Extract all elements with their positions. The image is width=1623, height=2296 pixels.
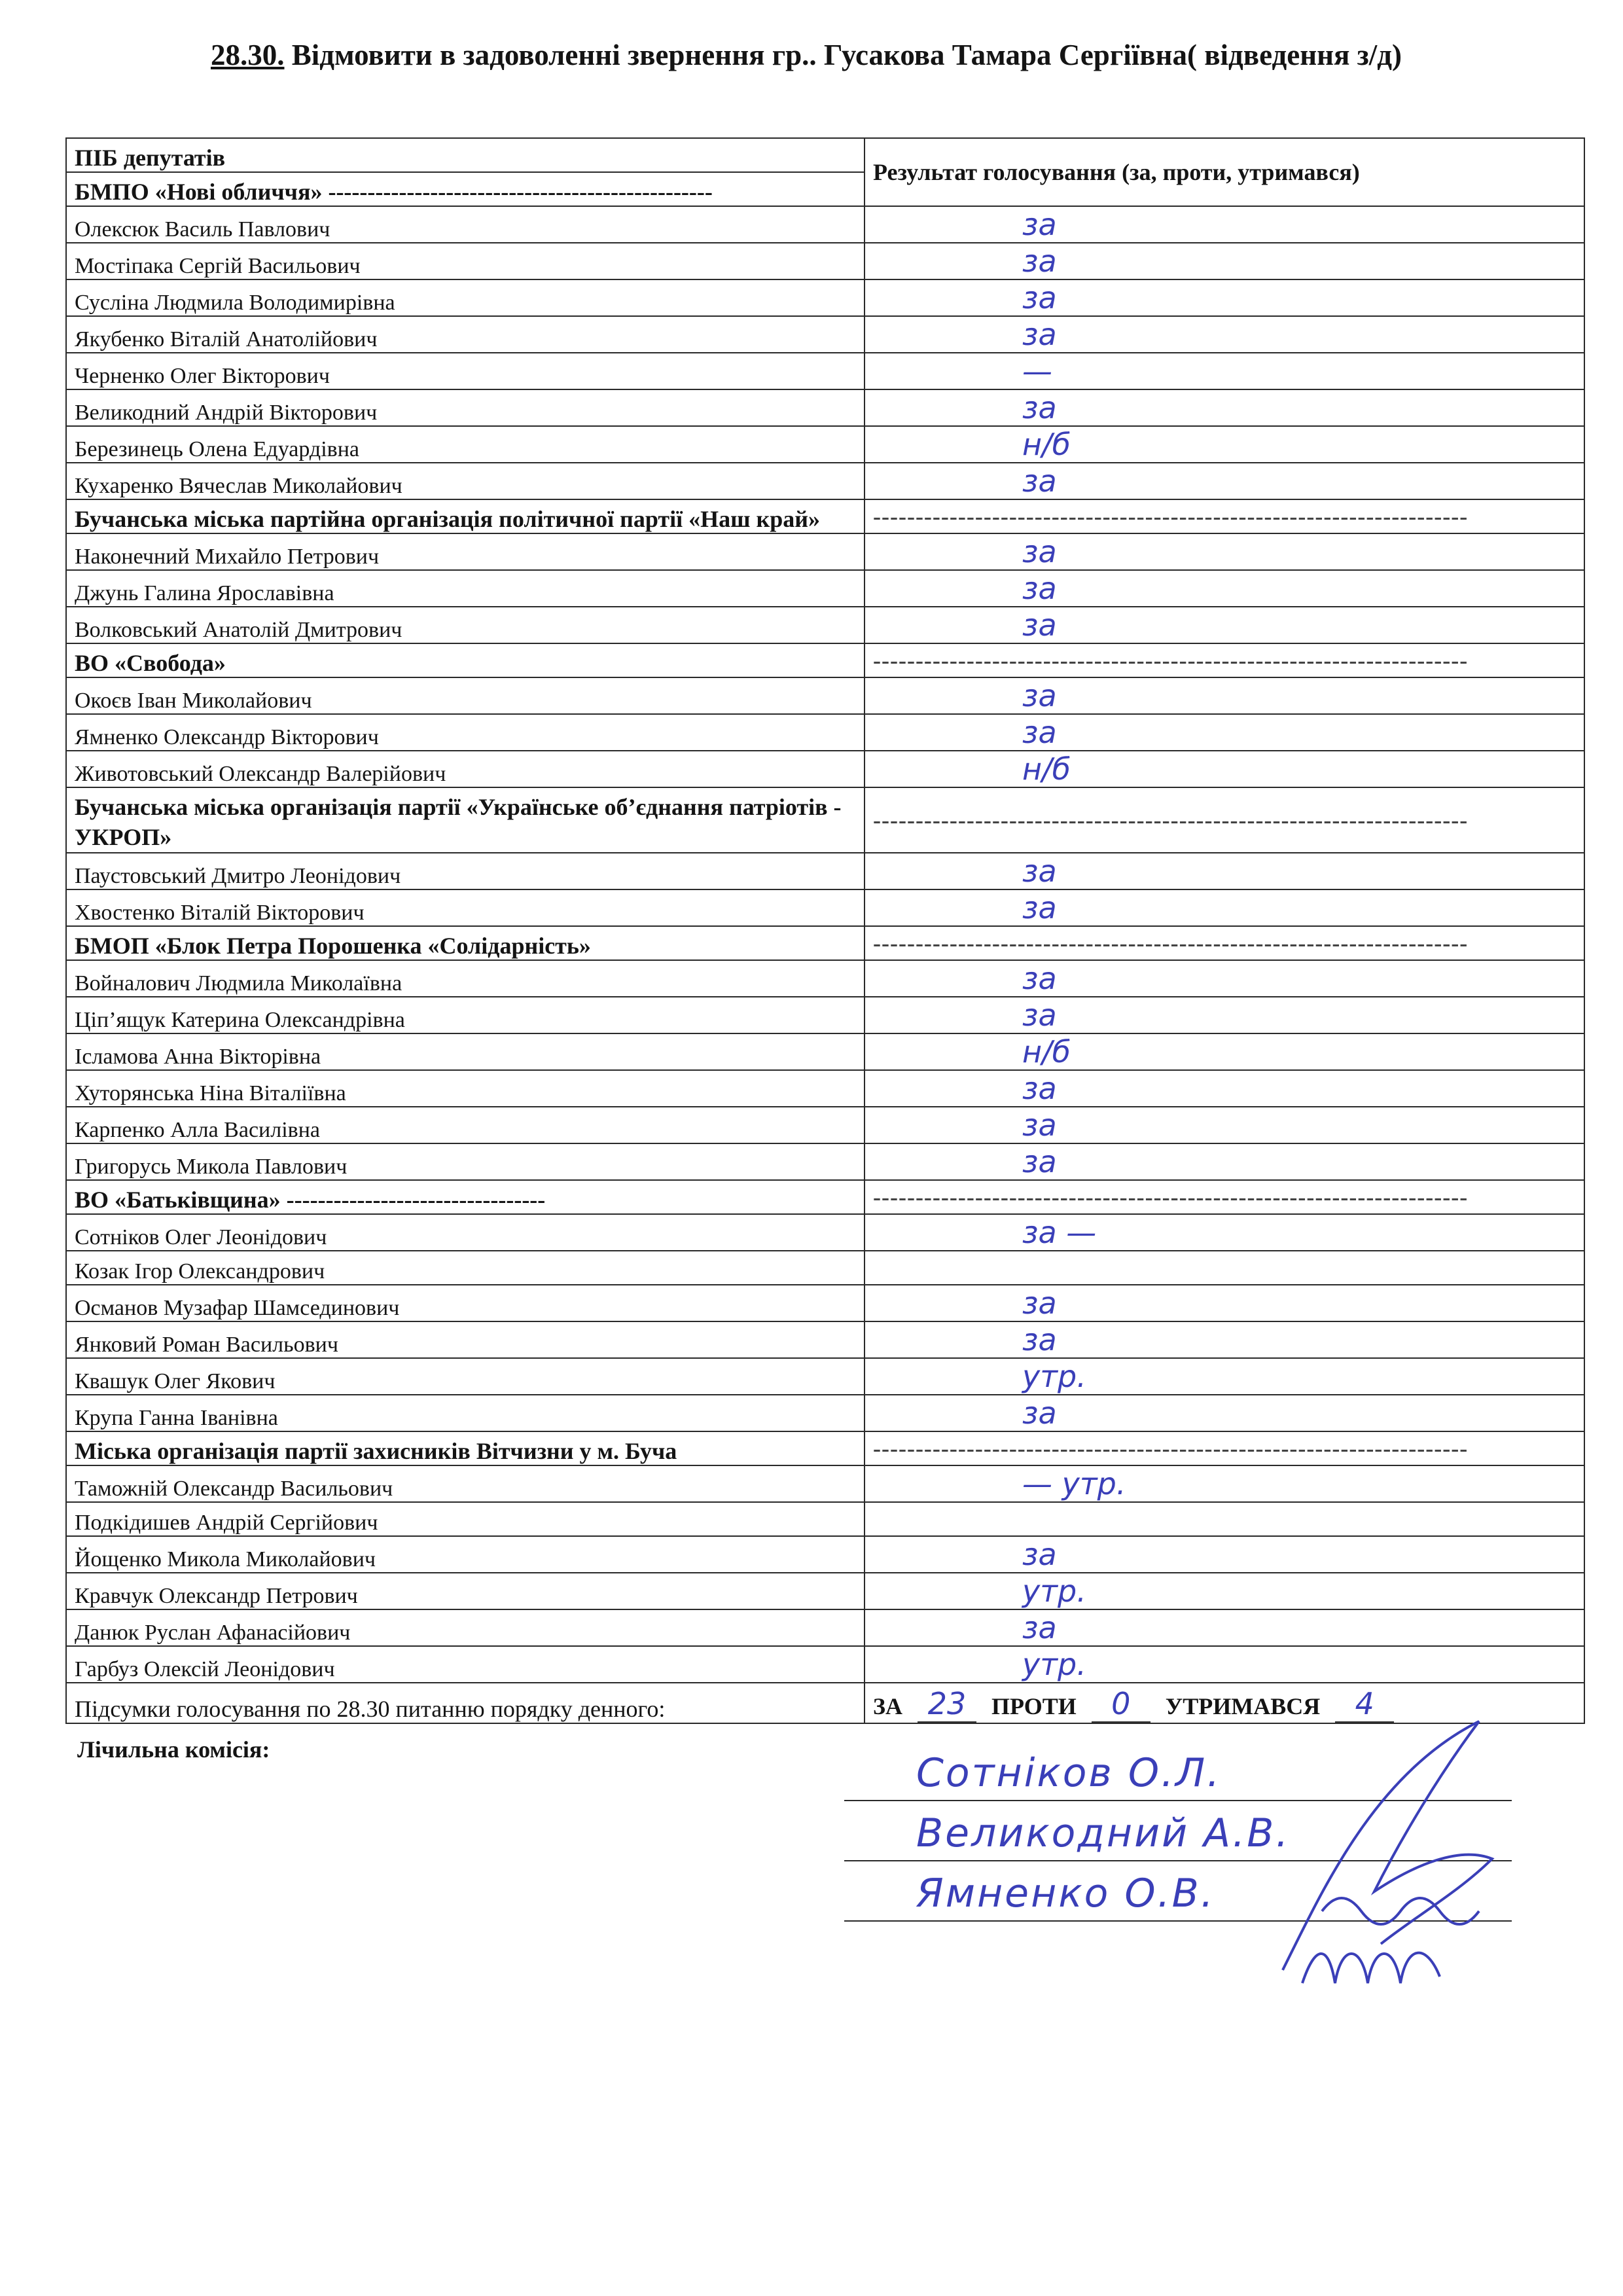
table-row [66, 1285, 1584, 1321]
deputy-name: Османов Музафар Шамсединович [66, 1285, 865, 1321]
table-row [66, 997, 1584, 1033]
vote-result [865, 1502, 1584, 1536]
vote-result: за [865, 997, 1584, 1033]
result-placeholder-dashes: ---------------------------------------------------------------------- [865, 1180, 1584, 1214]
vote-result: за [865, 1321, 1584, 1358]
deputy-name: Хвостенко Віталій Вікторович [66, 889, 865, 926]
vote-result: за [865, 1070, 1584, 1107]
deputy-name: Джунь Галина Ярославівна [66, 570, 865, 607]
table-row [66, 607, 1584, 643]
table-row [66, 1573, 1584, 1609]
table-row [66, 1646, 1584, 1683]
vote-result: за [865, 1143, 1584, 1180]
vote-result: за [865, 853, 1584, 889]
party-row [66, 926, 1584, 960]
deputy-name: Кухаренко Вячеслав Миколайович [66, 463, 865, 499]
party-row [66, 787, 1584, 853]
summary-abstain-label: УТРИМАВСЯ [1165, 1693, 1321, 1719]
table-row [66, 1107, 1584, 1143]
table-row [66, 1033, 1584, 1070]
summary-for-value: 23 [918, 1686, 976, 1723]
page-title [211, 34, 1493, 76]
table-row [66, 389, 1584, 426]
table-row [66, 714, 1584, 751]
deputy-name: Йощенко Микола Миколайович [66, 1536, 865, 1573]
deputy-name: Квашук Олег Якович [66, 1358, 865, 1395]
deputy-name: Подкідишев Андрій Сергійович [66, 1502, 865, 1536]
deputy-name: Карпенко Алла Василівна [66, 1107, 865, 1143]
handwritten-signature-scribble [1243, 1695, 1584, 1996]
deputy-name: Янковий Роман Васильович [66, 1321, 865, 1358]
vote-result: за [865, 316, 1584, 353]
deputy-name: Мостіпака Сергій Васильович [66, 243, 865, 279]
vote-result: за [865, 463, 1584, 499]
deputy-name: Крупа Ганна Іванівна [66, 1395, 865, 1431]
signature-name: Сотніков О.Л. [916, 1750, 1222, 1796]
deputy-name: Великодний Андрій Вікторович [66, 389, 865, 426]
vote-result: за [865, 960, 1584, 997]
table-row [66, 1609, 1584, 1646]
result-placeholder-dashes: ---------------------------------------------------------------------- [865, 926, 1584, 960]
party-row [66, 1431, 1584, 1465]
table-header-row [66, 138, 1584, 172]
result-placeholder-dashes: ---------------------------------------------------------------------- [865, 499, 1584, 533]
summary-for-label: ЗА [873, 1693, 902, 1719]
vote-result: за [865, 243, 1584, 279]
vote-result: н/б [865, 1033, 1584, 1070]
table-row [66, 1395, 1584, 1431]
vote-result: — [865, 353, 1584, 389]
table-row [66, 1465, 1584, 1502]
vote-result: утр. [865, 1573, 1584, 1609]
vote-result: за [865, 570, 1584, 607]
vote-result: за [865, 279, 1584, 316]
party-row [66, 643, 1584, 677]
party-name: ВО «Батьківщина» --------------------------------- [66, 1180, 865, 1214]
vote-result: за [865, 1285, 1584, 1321]
summary-label: Підсумки голосування по 28.30 питанню порядку денного: [66, 1683, 865, 1723]
vote-result: за [865, 533, 1584, 570]
table-row [66, 1358, 1584, 1395]
summary-against-value: 0 [1092, 1686, 1150, 1723]
party-name: БМОП «Блок Петра Порошенка «Солідарність» [66, 926, 865, 960]
vote-result: — утр. [865, 1465, 1584, 1502]
summary-abstain-value: 4 [1335, 1686, 1394, 1723]
table-row [66, 426, 1584, 463]
name-column-header: ПІБ депутатів [66, 138, 865, 172]
table-row [66, 1214, 1584, 1251]
result-placeholder-dashes: ---------------------------------------------------------------------- [865, 1431, 1584, 1465]
vote-result: утр. [865, 1646, 1584, 1683]
table-row [66, 279, 1584, 316]
deputy-name: Волковський Анатолій Дмитрович [66, 607, 865, 643]
vote-result: за [865, 1536, 1584, 1573]
deputy-name: Ісламова Анна Вікторівна [66, 1033, 865, 1070]
result-column-header: Результат голосування (за, проти, утримався) [865, 138, 1584, 206]
table-row [66, 1321, 1584, 1358]
table-row [66, 316, 1584, 353]
deputy-name: Григорусь Микола Павлович [66, 1143, 865, 1180]
table-row [66, 1070, 1584, 1107]
signature-name: Великодний А.В. [916, 1810, 1291, 1856]
table-row [66, 1143, 1584, 1180]
party-row [66, 1180, 1584, 1214]
summary-against-label: ПРОТИ [991, 1693, 1077, 1719]
deputy-name: Наконечний Михайло Петрович [66, 533, 865, 570]
deputy-name: Войналович Людмила Миколаївна [66, 960, 865, 997]
vote-result: за [865, 889, 1584, 926]
deputy-name: Олексюк Василь Павлович [66, 206, 865, 243]
table-row [66, 1502, 1584, 1536]
vote-result: за [865, 1609, 1584, 1646]
vote-result: за — [865, 1214, 1584, 1251]
commission-label: Лічильна комісія: [77, 1736, 270, 1763]
vote-result: н/б [865, 426, 1584, 463]
deputy-name: Якубенко Віталій Анатолійович [66, 316, 865, 353]
table-row [66, 570, 1584, 607]
result-placeholder-dashes: ---------------------------------------------------------------------- [865, 787, 1584, 853]
table-row [66, 353, 1584, 389]
vote-result: за [865, 1107, 1584, 1143]
deputy-name: Окоєв Іван Миколайович [66, 677, 865, 714]
table-row [66, 533, 1584, 570]
table-row [66, 960, 1584, 997]
vote-result: н/б [865, 751, 1584, 787]
table-row [66, 243, 1584, 279]
vote-result [865, 1251, 1584, 1285]
table-row [66, 463, 1584, 499]
table-row [66, 206, 1584, 243]
table-row [66, 751, 1584, 787]
voting-table [65, 137, 1585, 1724]
deputy-name: Сотніков Олег Леонідович [66, 1214, 865, 1251]
deputy-name: Козак Ігор Олександрович [66, 1251, 865, 1285]
table-row [66, 677, 1584, 714]
vote-result: за [865, 389, 1584, 426]
table-row [66, 1536, 1584, 1573]
table-row [66, 889, 1584, 926]
deputy-name: Черненко Олег Вікторович [66, 353, 865, 389]
deputy-name: Паустовський Дмитро Леонідович [66, 853, 865, 889]
vote-result: за [865, 714, 1584, 751]
deputy-name: Таможній Олександр Васильович [66, 1465, 865, 1502]
table-row [66, 853, 1584, 889]
vote-result: за [865, 677, 1584, 714]
deputy-name: Животовський Олександр Валерійович [66, 751, 865, 787]
table-row [66, 1251, 1584, 1285]
vote-result: за [865, 607, 1584, 643]
deputy-name: Кравчук Олександр Петрович [66, 1573, 865, 1609]
party-name: ВО «Свобода» [66, 643, 865, 677]
deputy-name: Ціп’ящук Катерина Олександрівна [66, 997, 865, 1033]
deputy-name: Гарбуз Олексій Леонідович [66, 1646, 865, 1683]
party-name: Бучанська міська організація партії «Українське об’єднання патріотів - УКРОП» [66, 787, 865, 853]
deputy-name: Сусліна Людмила Володимирівна [66, 279, 865, 316]
signature-name: Ямненко О.В. [916, 1871, 1215, 1916]
deputy-name: Данюк Руслан Афанасійович [66, 1609, 865, 1646]
party-name: Міська організація партії захисників Вітчизни у м. Буча [66, 1431, 865, 1465]
vote-result: за [865, 1395, 1584, 1431]
agenda-item-number: 28.30. [211, 39, 285, 71]
agenda-item-text: Відмовити в задоволенні звернення гр.. Гусакова Тамара Сергіївна( відведення з/д) [284, 39, 1402, 71]
deputy-name: Хуторянська Ніна Віталіївна [66, 1070, 865, 1107]
deputy-name: Ямненко Олександр Вікторович [66, 714, 865, 751]
party-name: Бучанська міська партійна організація політичної партії «Наш край» [66, 499, 865, 533]
result-placeholder-dashes: ---------------------------------------------------------------------- [865, 643, 1584, 677]
party-name: БМПО «Нові обличчя» ------------------------------------------------- [66, 172, 865, 206]
vote-result: утр. [865, 1358, 1584, 1395]
party-row [66, 499, 1584, 533]
vote-result: за [865, 206, 1584, 243]
deputy-name: Березинець Олена Едуардівна [66, 426, 865, 463]
